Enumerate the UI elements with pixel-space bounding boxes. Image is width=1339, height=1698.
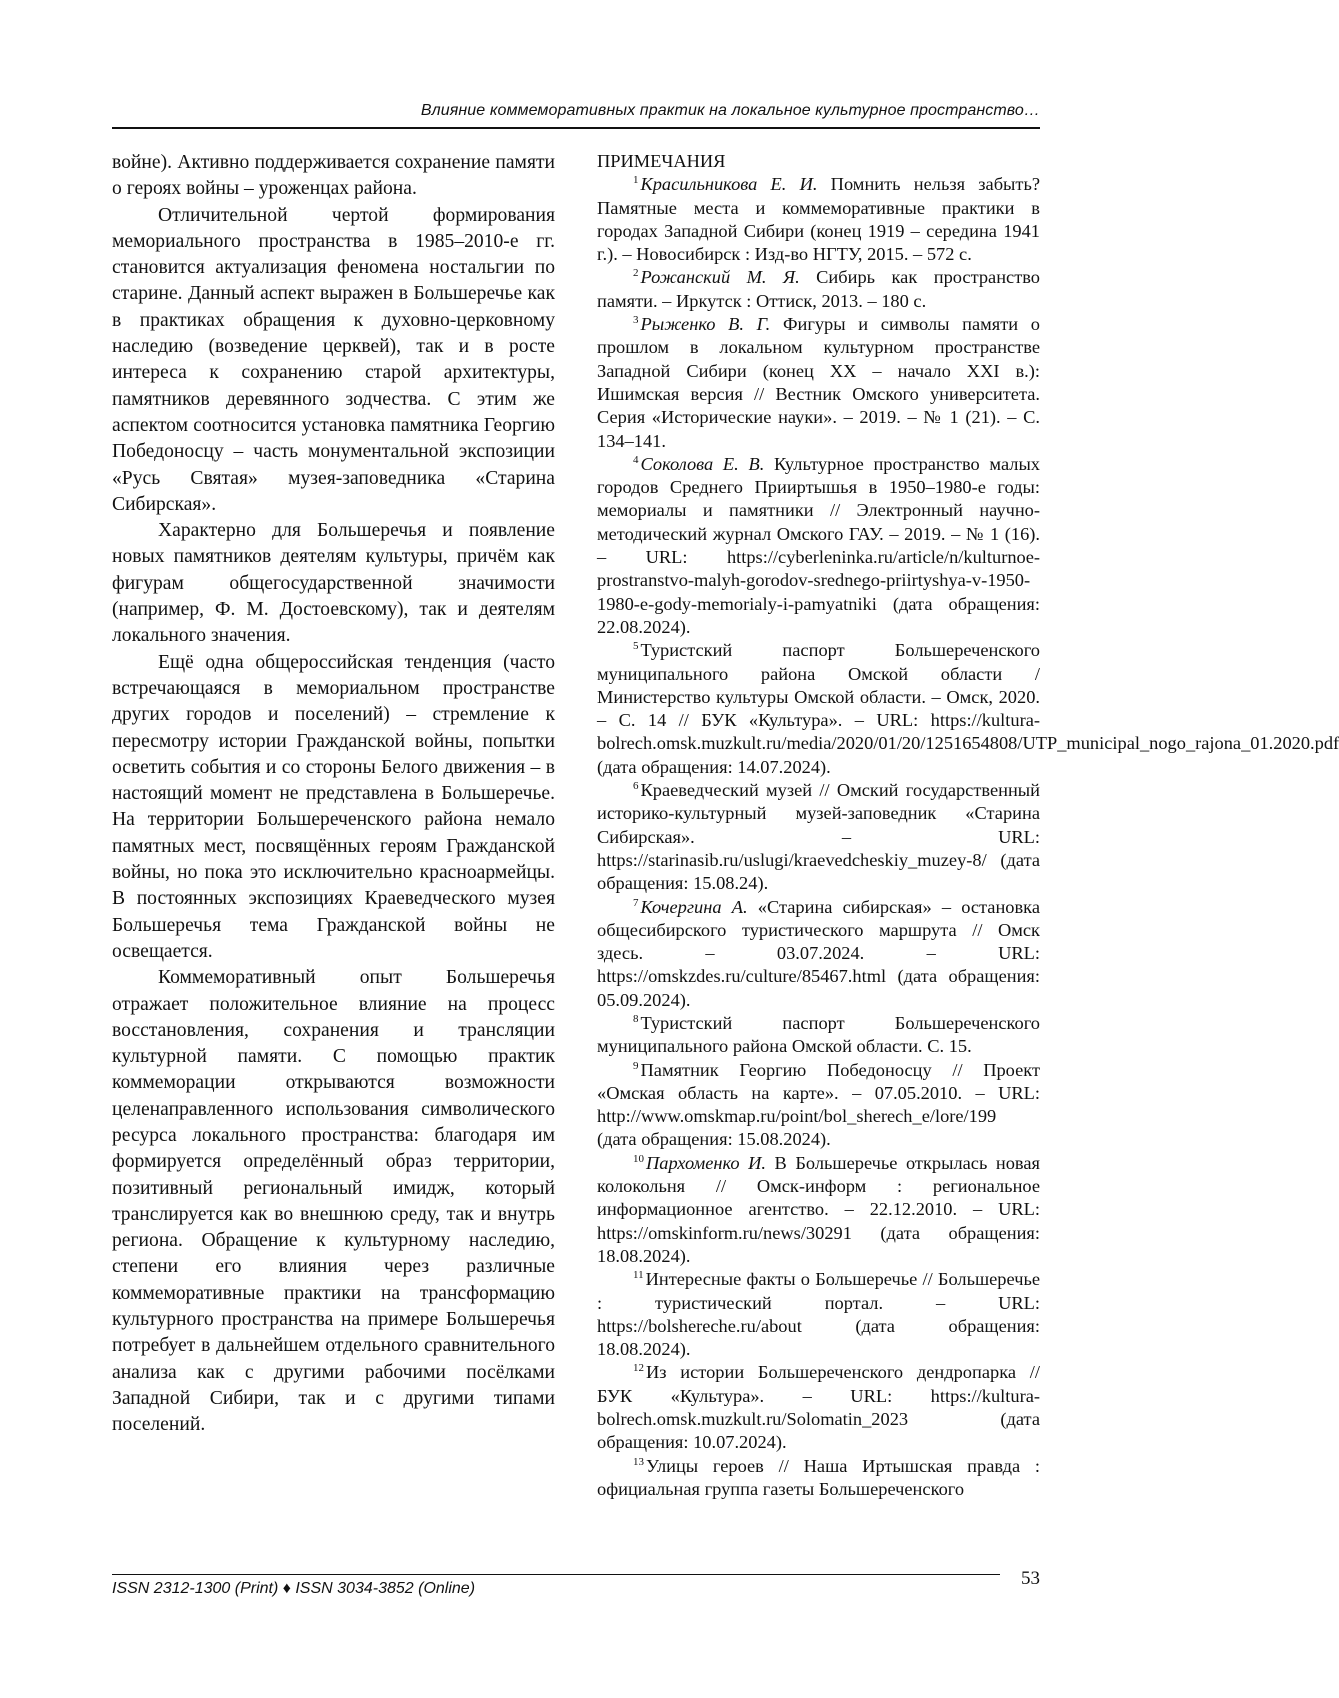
- body-paragraph: Коммеморативный опыт Большеречья отражает положительное влияние на процесс восстановления, сохранения и трансляции культурной памяти. С помощью практик коммеморации открываются возможности целенаправленного использования символического ресурса локального пространства: благодаря им формируется определённый образ территории, позитивный региональный имидж, который транслируется как во внешнюю среду, так и внутрь региона. Обращение к культурному наследию, степени его влияния через различные коммеморативные практики на трансформацию культурного пространства на примере Большеречья потребует в дальнейшем отдельного сравнительного анализа как с другими рабочими посёлками Западной Сибири, так и с другими типами поселений.: [112, 967, 555, 1436]
- note-item: [597, 1059, 1040, 1152]
- note-author: Рыженко В. Г.: [640, 314, 771, 335]
- note-text: «Старина сибирская» – остановка общесибирского туристического маршрута // Омск здесь. – 03.07.2024. – URL: https://omskzdes.ru/culture/85467.html (дата обращения: 05.09.2024).: [597, 896, 1041, 1010]
- notes-heading: ПРИМЕЧАНИЯ: [597, 151, 726, 171]
- note-item: [597, 313, 1040, 453]
- note-text: Интересные факты о Большеречье // Большеречье : туристический портал. – URL: https://bolshereche.ru/about (дата обращения: 18.08.2024).: [597, 1269, 1040, 1360]
- note-number: 12: [633, 1362, 644, 1375]
- note-number: 7: [633, 896, 639, 909]
- note-author: Рожанский М. Я.: [640, 267, 800, 288]
- main-text-column: [112, 150, 555, 1439]
- note-item: [597, 453, 1040, 639]
- footer-rule: [112, 1574, 1000, 1575]
- note-author: Красильникова Е. И.: [640, 174, 818, 195]
- note-item: [597, 639, 1339, 779]
- body-paragraph: Ещё одна общероссийская тенденция (часто встречающаяся в мемориальном пространстве других городов и поселений) – стремление к пересмотру истории Гражданской войны, попытки осветить события и со стороны Белого движения – в настоящий момент не представлена в Большеречье. На территории Большереченского района немало памятных мест, посвящённых героям Гражданской войны, но пока это исключительно красноармейцы. В постоянных экспозициях Краеведческого музея Большеречья тема Гражданской войны не освещается.: [112, 651, 555, 962]
- note-number: 9: [633, 1059, 639, 1072]
- note-item: [597, 1012, 1040, 1059]
- note-author: Соколова Е. В.: [640, 453, 765, 474]
- note-number: 3: [633, 314, 639, 327]
- note-author: Пархоменко И.: [646, 1152, 767, 1173]
- note-number: 2: [633, 267, 639, 280]
- body-paragraph: Характерно для Большеречья и появление новых памятников деятелям культуры, причём как фигурам общегосударственной значимости (например, Ф. М. Достоевскому), так и деятелям локального значения.: [112, 520, 555, 647]
- note-text: Улицы героев // Наша Иртышская правда : официальная группа газеты Большереченского: [597, 1455, 1040, 1499]
- note-item: [597, 1152, 1040, 1268]
- note-item: [597, 779, 1040, 895]
- note-text: Сибирь как пространство памяти. – Иркутск : Оттиск, 2013. – 180 с.: [597, 267, 1040, 311]
- note-text: Туристский паспорт Большереченского муниципального района Омской области / Министерство культуры Омской области. – Омск, 2020. – С. 14 // БУК «Культура». – URL: https://kultura-bolrech.omsk.muzkult.ru/media/2020/01/20/1251654808/UTP_municipal_nogo_rajona_01.2020.pdf (дата обращения: 14.07.2024).: [597, 640, 1339, 777]
- note-item: [597, 266, 1040, 313]
- note-number: 4: [633, 453, 639, 466]
- note-number: 13: [633, 1455, 644, 1468]
- issn-line: ISSN 2312-1300 (Print) ♦ ISSN 3034-3852 (Online): [112, 1580, 476, 1597]
- note-number: 11: [633, 1269, 644, 1282]
- running-header: Влияние коммеморативных практик на локальное культурное пространство…: [420, 102, 1040, 119]
- note-item: [597, 1455, 1040, 1502]
- note-item: [597, 1361, 1040, 1454]
- note-text: Культурное пространство малых городов Среднего Прииртышья в 1950–1980-е годы: мемориалы и памятники // Электронный научно-методический журнал Омского ГАУ. – 2019. – № 1 (16). – URL: https://cyberleninka.ru/article/n/kulturnoe-prostranstvo-malyh-gorodov-srednego-priirtyshya-v-1950-1980-e-gody-memorialy-i-pamyatniki (дата обращения: 22.08.2024).: [597, 453, 1040, 637]
- note-number: 10: [633, 1152, 644, 1165]
- note-item: [597, 896, 1040, 1012]
- note-text: Фигуры и символы памяти о прошлом в локальном культурном пространстве Западной Сибири (конец ХХ – начало ХХI в.): Ишимская версия // Вестник Омского университета. Серия «Исторические науки». – 2019. – № 1 (21). – С. 134–141.: [597, 314, 1040, 451]
- note-text: Памятник Георгию Победоносцу // Проект «Омская область на карте». – 07.05.2010. – URL: http://www.omskmap.ru/point/bol_sherech_e/lore/199 (дата обращения: 15.08.2024).: [597, 1059, 1040, 1150]
- note-item: [597, 1268, 1040, 1361]
- note-text: Из истории Большереченского дендропарка // БУК «Культура». – URL: https://kultura-bolrech.omsk.muzkult.ru/Solomatin_2023 (дата обращения: 10.07.2024).: [597, 1362, 1040, 1453]
- note-text: Помнить нельзя забыть? Памятные места и коммеморативные практики в городах Западной Сибири (конец 1919 – середина 1941 г.). – Новосибирск : Изд-во НГТУ, 2015. – 572 с.: [597, 174, 1041, 265]
- note-number: 1: [633, 174, 639, 187]
- page-number: 53: [1021, 1568, 1040, 1589]
- note-item: [597, 173, 1040, 266]
- note-text: Туристский паспорт Большереченского муниципального района Омской области. С. 15.: [597, 1012, 1040, 1057]
- note-author: Кочергина А.: [640, 896, 748, 917]
- body-paragraph: Отличительной чертой формирования мемориального пространства в 1985–2010-е гг. становится актуализация феномена ностальгии по старине. Данный аспект выражен в Большеречье как в практиках обращения к духовно-церковному наследию (возведение церквей), так и в росте интереса к сохранению старой архитектуры, памятников деревянного зодчества. С этим же аспектом соотносится установка памятника Георгию Победоносцу – часть монументальной экспозиции «Русь Святая» музея-заповедника «Старина Сибирская».: [112, 204, 555, 515]
- note-number: 6: [633, 780, 639, 793]
- note-number: 5: [633, 640, 639, 653]
- note-text: Краеведческий музей // Омский государственный историко-культурный музей-заповедник «Старина Сибирская». – URL: https://starinasib.ru/uslugi/kraevedcheskiy_muzey-8/ (дата обращения: 15.08.24).: [597, 780, 1040, 894]
- note-text: В Большеречье открылась новая колокольня // Омск-информ : региональное информационное агентство. – 22.12.2010. – URL: https://omskinform.ru/news/30291 (дата обращения: 18.08.2024).: [597, 1152, 1040, 1266]
- body-paragraph: войне). Активно поддерживается сохранение памяти о героях войны – уроженцах района.: [112, 152, 555, 200]
- header-rule: [112, 127, 1040, 129]
- note-number: 8: [633, 1012, 639, 1025]
- notes-column: [597, 150, 1339, 1501]
